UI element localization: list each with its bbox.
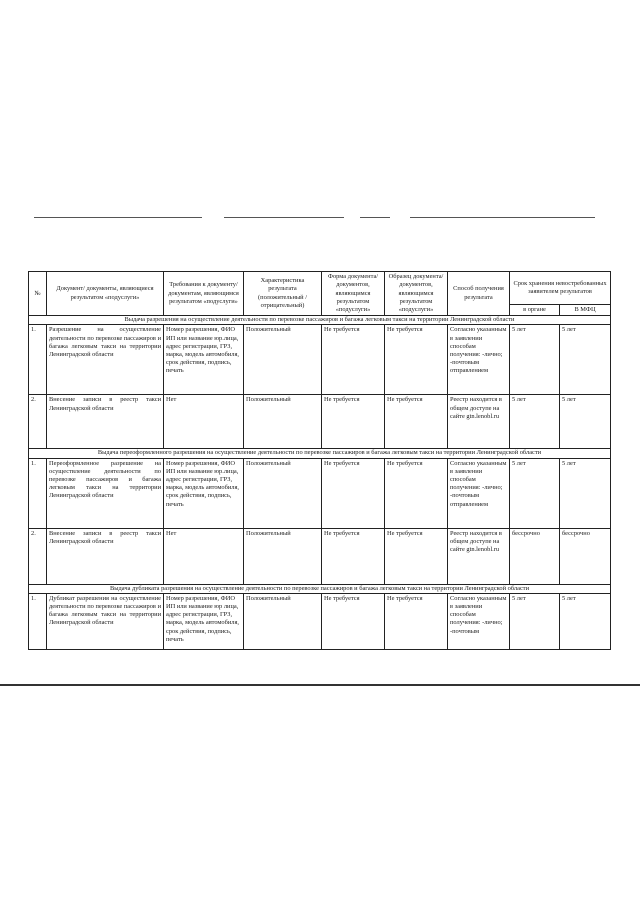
header-organ: в органе — [510, 305, 560, 316]
cell-document: Дубликат разрешения на осуществление деятельности по перевозке пассажиров и багажа легковым такси на территории Ленинградской области — [47, 593, 164, 649]
cell-num: 2. — [29, 528, 47, 584]
cell-organ: 5 лет — [510, 325, 560, 395]
header-document: Документ/ документы, являющиеся результатом «подуслуги» — [47, 272, 164, 316]
table-row — [29, 325, 611, 395]
cell-method: Согласно указанным в заявлении способам получения: -лично; -почтовым отправлением — [448, 458, 510, 528]
cell-num: 2. — [29, 395, 47, 449]
cell-mfc: 5 лет — [560, 458, 611, 528]
cell-sample: Не требуется — [385, 395, 448, 449]
header-num: № — [29, 272, 47, 316]
section-row — [29, 449, 611, 458]
cell-organ: бессрочно — [510, 528, 560, 584]
cell-document: Переоформленное разрешение на осуществление деятельности по перевозке пассажиров и багажа легковым такси на территории Ленинградской области — [47, 458, 164, 528]
cell-sample: Не требуется — [385, 593, 448, 649]
scan-artifact-line — [360, 217, 390, 218]
cell-method: Реестр находится в общем доступе на сайте gtn.lenobl.ru — [448, 528, 510, 584]
table-row — [29, 528, 611, 584]
cell-requirements: Номер разрешения, ФИО ИП или название юр.лица, адрес регистрации, ГРЗ, марка, модель автомобиля, срок действия, подпись, печать — [164, 325, 244, 395]
cell-num: 1. — [29, 593, 47, 649]
header-row — [29, 272, 611, 305]
cell-organ: 5 лет — [510, 458, 560, 528]
section-title: Выдача переоформленного разрешения на осуществление деятельности по перевозке пассажиров и багажа легковым такси на территории Ленинградской области — [29, 449, 611, 458]
header-method: Способ получения результата — [448, 272, 510, 316]
cell-mfc: бессрочно — [560, 528, 611, 584]
cell-characteristic: Положительный — [244, 458, 322, 528]
cell-requirements: Нет — [164, 395, 244, 449]
cell-form: Не требуется — [322, 325, 385, 395]
results-table — [28, 271, 611, 650]
cell-form: Не требуется — [322, 395, 385, 449]
header-characteristic: Характеристика результата (положительный / отрицательный) — [244, 272, 322, 316]
cell-method: Согласно указанным в заявлении способам получения: -лично; -почтовым отправлением — [448, 325, 510, 395]
cell-characteristic: Положительный — [244, 528, 322, 584]
scan-artifact-line — [410, 217, 595, 218]
cell-sample: Не требуется — [385, 325, 448, 395]
scan-artifact-line — [34, 217, 202, 218]
table-row — [29, 395, 611, 449]
page-cut-line — [0, 684, 640, 686]
header-requirements: Требования к документу/ документам, являющимся результатом «подуслуги» — [164, 272, 244, 316]
section-row — [29, 584, 611, 593]
cell-document: Внесение записи в реестр такси Ленинградской области — [47, 528, 164, 584]
cell-num: 1. — [29, 325, 47, 395]
table-row — [29, 593, 611, 649]
cell-characteristic: Положительный — [244, 325, 322, 395]
cell-method: Реестр находится в общем доступе на сайте gtn.lenobl.ru — [448, 395, 510, 449]
cell-requirements: Номер разрешения, ФИО ИП или название юр.лица, адрес регистрации, ГРЗ, марка, модель автомобиля, срок действия, подпись, печать — [164, 458, 244, 528]
section-title: Выдача дубликата разрешения на осуществление деятельности по перевозке пассажиров и багажа легковым такси на территории Ленинградской области — [29, 584, 611, 593]
cell-method: Согласно указанным в заявлении способам получения: -лично; -почтовым — [448, 593, 510, 649]
header-form: Форма документа/ документов, являющимся результатом «подуслуги» — [322, 272, 385, 316]
cell-mfc: 5 лет — [560, 325, 611, 395]
cell-mfc: 5 лет — [560, 593, 611, 649]
section-row — [29, 316, 611, 325]
cell-sample: Не требуется — [385, 458, 448, 528]
cell-mfc: 5 лет — [560, 395, 611, 449]
cell-sample: Не требуется — [385, 528, 448, 584]
table-row — [29, 458, 611, 528]
cell-form: Не требуется — [322, 528, 385, 584]
header-mfc: В МФЦ — [560, 305, 611, 316]
cell-form: Не требуется — [322, 593, 385, 649]
cell-num: 1. — [29, 458, 47, 528]
header-sample: Образец документа/ документов, являющимся результатом «подуслуги» — [385, 272, 448, 316]
cell-requirements: Нет — [164, 528, 244, 584]
scan-artifact-line — [224, 217, 344, 218]
cell-document: Разрешение на осуществление деятельности по перевозке пассажиров и багажа легковым такси на территории Ленинградской области — [47, 325, 164, 395]
cell-form: Не требуется — [322, 458, 385, 528]
cell-characteristic: Положительный — [244, 395, 322, 449]
cell-organ: 5 лет — [510, 395, 560, 449]
cell-organ: 5 лет — [510, 593, 560, 649]
section-title: Выдача разрешения на осуществление деятельности по перевозке пассажиров и багажа легковым такси на территории Ленинградской области — [29, 316, 611, 325]
cell-document: Внесение записи в реестр такси Ленинградской области — [47, 395, 164, 449]
cell-characteristic: Положительный — [244, 593, 322, 649]
cell-requirements: Номер разрешения, ФИО ИП или название юр лица, адрес регистрации, ГРЗ, марка, модель автомобиля, срок действия, подпись, печать — [164, 593, 244, 649]
header-storage: Срок хранения невостребованных заявителем результатов — [510, 272, 611, 305]
